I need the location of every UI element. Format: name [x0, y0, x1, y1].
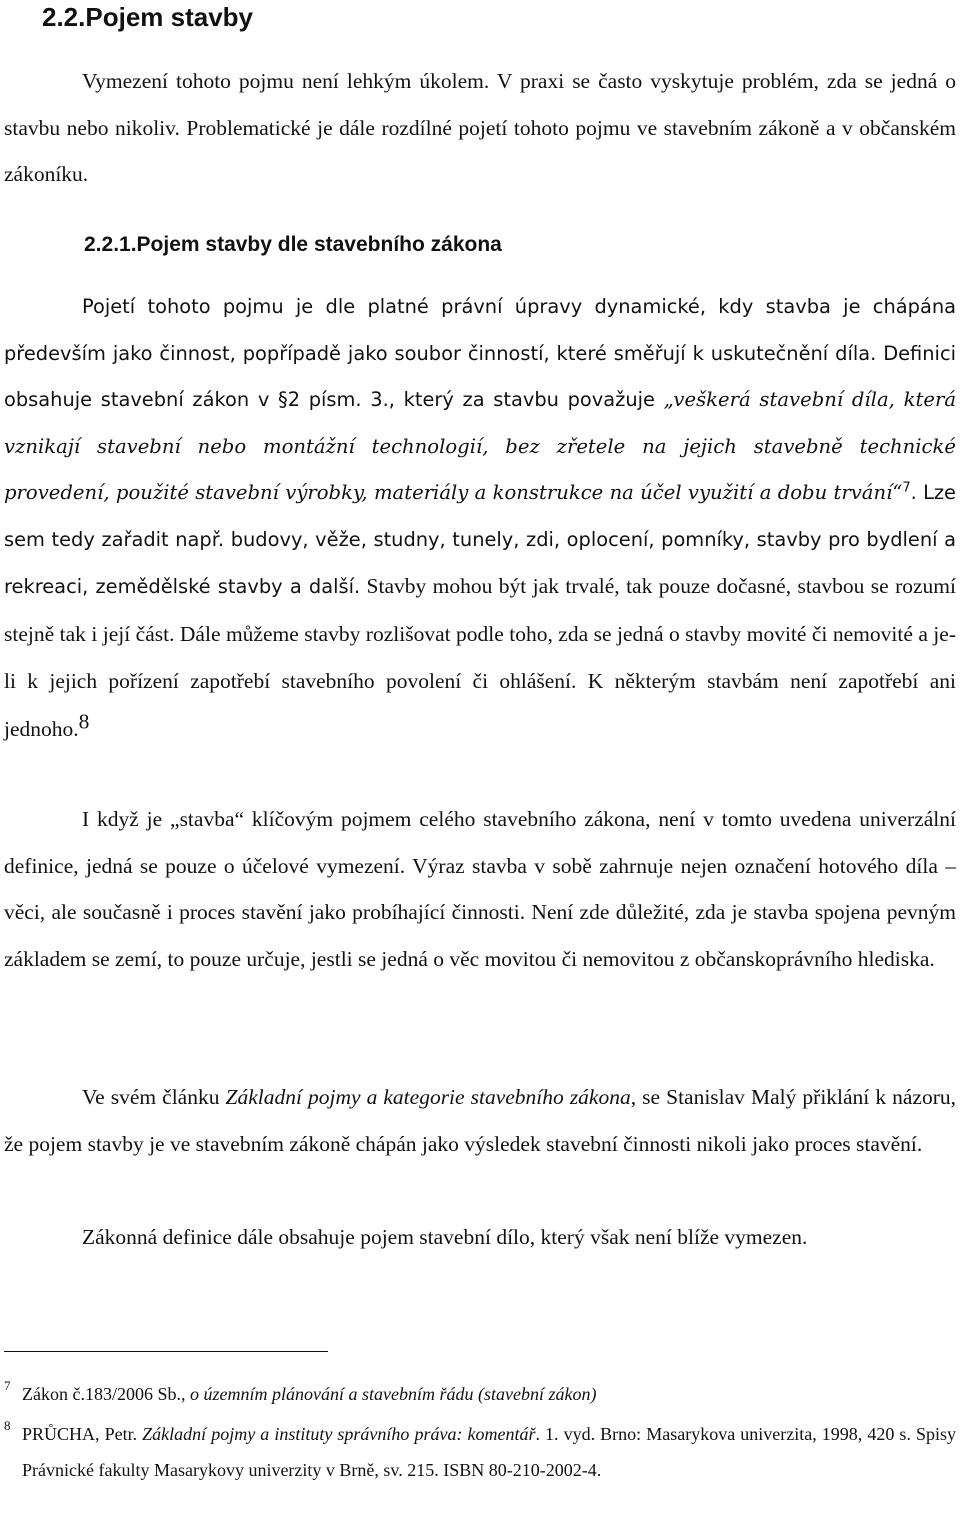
section-heading [42, 0, 253, 34]
statutory-definition-quote: „veškerá stavební díla, která vznikají stavební nebo montážní technologií, bez zřetele na jejich stavebně technické provedení, použité stavební výrobky, materiály a konstrukce na účel využití a dobu trvání“ [4, 388, 957, 504]
footnote-7-law: Zákon č.183/2006 Sb. [22, 1384, 181, 1404]
footnote-divider [4, 1351, 328, 1352]
subsection-title: Pojem stavby dle stavebního zákona [136, 233, 502, 256]
article-title: Základní pojmy a kategorie stavebního zákona [225, 1085, 631, 1109]
key-concept-text-1: I když je „stavba“ klíčovým pojmem celého stavebního zákona, není v tomto uvedena univerzální definice, jedná se pouze o účelové vymezení. [4, 807, 956, 878]
footnote-8-author: PRŮCHA, Petr. [22, 1424, 143, 1444]
definition-text-1: Pojetí tohoto pojmu je dle platné právní úpravy dynamické, kdy stavba je chápána především jako činnost, popřípadě jako soubor činností, které směřují k uskutečnění díla. Definici obsahuje stavební zákon v §2 písm. 3., který za stavbu považuje [4, 295, 956, 411]
footnote-8-body [22, 1416, 956, 1488]
footnote-ref-7: 7 [902, 480, 911, 496]
subsection-heading [84, 230, 502, 260]
definition-text-4: Dále můžeme stavby rozlišovat podle toho, zda se jedná o stavby movité či nemovité a je-li k jejich pořízení zapotřebí stavebního povolení či ohlášení. K některým stavbám není zapotřebí ani jednoho. [4, 621, 956, 741]
article-text-1: Ve svém článku [82, 1085, 226, 1109]
footnote-7-mark: 7 [4, 1378, 11, 1393]
key-concept-paragraph [4, 796, 956, 982]
footnote-7-law-title: , o územním plánování a stavebním řádu (stavební zákon) [181, 1384, 597, 1404]
definition-paragraph [4, 284, 956, 753]
footnote-7-body [22, 1376, 956, 1412]
key-concept-text-3: Není zde důležité, zda je stavba spojena pevným základem se zemí, to pouze určuje, jestli se jedná o věc movitou či nemovitou z občanskoprávního hlediska. [4, 900, 956, 971]
subsection-number: 2.2.1. [84, 233, 137, 256]
definition-text-3: Stavby mohou být jak trvalé, tak pouze dočasné, stavbou se rozumí stejně tak i její část. [4, 574, 957, 646]
article-text-2: , se Stanislav Malý přiklání k názoru, že pojem stavby je ve stavebním zákoně chápán jako výsledek stavební činnosti nikoli jako proces stavění. [4, 1085, 956, 1156]
footnote-8-publication: . 1. vyd. Brno: Masarykova univerzita, 1998, 420 s. Spisy Právnické fakulty Masarykovy univerzity v Brně, sv. 215. ISBN 80-210-2002-4. [22, 1424, 956, 1480]
footnote-8 [4, 1416, 956, 1488]
footnote-ref-8: 8 [78, 709, 90, 734]
building-work-paragraph: Zákonná definice dále obsahuje pojem stavební dílo, který však není blíže vymezen. [82, 1225, 808, 1249]
footnote-8-title: Základní pojmy a instituty správního práva: komentář [142, 1424, 536, 1444]
article-paragraph [4, 1074, 956, 1167]
footnote-8-mark: 8 [4, 1418, 11, 1433]
definition-text-2: . Lze sem tedy zařadit např. budovy, věže, studny, tunely, zdi, oplocení, pomníky, stavby pro bydlení a rekreaci, zemědělské stavby a další. [4, 481, 956, 598]
section-title: Pojem stavby [85, 2, 254, 32]
footnote-7 [4, 1376, 956, 1412]
intro-paragraph: Vymezení tohoto pojmu není lehkým úkolem. V praxi se často vyskytuje problém, zda se jedná o stavbu nebo nikoliv. Problematické je dále rozdílné pojetí tohoto pojmu ve stavebním zákoně a v občanském zákoníku. [4, 69, 956, 186]
key-concept-text-2: Výraz stavba v sobě zahrnuje nejen označení hotového díla – věci, ale současně i proces stavění jako probíhající činnosti. [4, 853, 956, 924]
section-number: 2.2. [42, 2, 86, 32]
